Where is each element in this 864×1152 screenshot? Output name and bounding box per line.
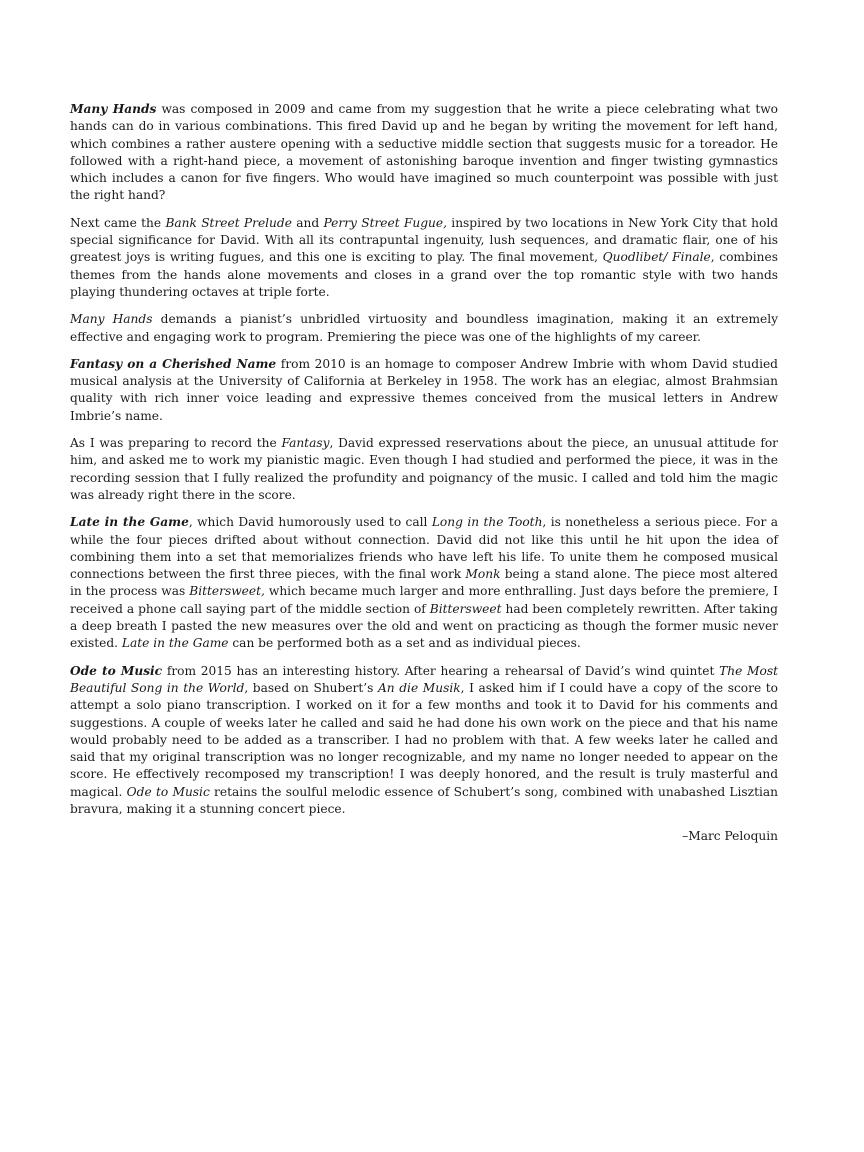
italic-title: Perry Street Fugue,: [323, 215, 447, 230]
paragraph-text: , combines themes from the hands alone movements and closes in a grand over the top romantic style with two hands playing thundering octaves at triple forte.: [70, 250, 778, 299]
work-title: Late in the Game: [70, 515, 189, 530]
paragraph: [70, 101, 778, 205]
paragraph-text: was composed in 2009 and came from my suggestion that he write a piece celebrating what two hands can do in various combinations. This fired David up and he began by writing the movement for left hand, which combines a rather austere opening with a seductive middle section that suggests music for a toreador. He followed with a right-hand piece, a movement of astonishing baroque invention and finger twisting gymnastics which includes a canon for five fingers. Who would have imagined so much counterpoint was possible with just the right hand?: [70, 102, 778, 203]
paragraph-text: being a stand alone. The piece most altered in the process was: [70, 567, 778, 599]
document-body: [70, 101, 778, 846]
paragraph-text: , is nonetheless a serious piece. For a while the four pieces drifted about without connection. David did not like this until he hit upon the idea of combining them into a set that memorializes friends who have left his life. To unite them he composed musical connections between the first three pieces, with the final work: [70, 515, 778, 582]
paragraph-text: As I was preparing to record the: [70, 436, 282, 451]
paragraph-text: , which David humorously used to call: [188, 515, 432, 530]
paragraph-text: demands a pianist’s unbridled virtuosity and boundless imagination, making it an extremely effective and engaging work to program. Premiering the piece was one of the highlights of my career.: [70, 312, 778, 344]
paragraph-text: Next came the: [70, 215, 166, 230]
paragraph: [70, 435, 778, 504]
paragraph: [70, 356, 778, 425]
paragraph-text: can be performed both as a set and as individual pieces.: [228, 636, 581, 651]
paragraph-text: , I asked him if I could have a copy of the score to attempt a solo piano transcription. I worked on it for a few months and took it to David for his comments and suggestions. A couple of weeks later he called and said he had done his own work on the piece and that his name would probably need to be added as a transcriber. I had no problem with that. A few weeks later he called and said that my original transcription was no longer recognizable, and my name no longer needed to appear on the score. He effectively recomposed my transcription! I was deeply honored, and the result is truly masterful and magical.: [70, 680, 778, 799]
work-title: Many Hands: [70, 102, 157, 116]
paragraph-text: from 2010 is an homage to composer Andrew Imbrie with whom David studied musical analysis at the University of California at Berkeley in 1958. The work has an elegiac, almost Brahmsian quality with rich inner voice leading and expressive themes conceived from the musical letters in Andrew Imbrie’s name.: [70, 356, 778, 423]
italic-title: Bittersweet: [429, 601, 502, 616]
italic-title: Late in the Game: [121, 636, 229, 651]
paragraph-text: and: [291, 215, 324, 230]
paragraph: [70, 215, 778, 301]
paragraph-text: , David expressed reservations about the piece, an unusual attitude for him, and asked me to work my pianistic magic. Even though I had studied and performed the piece, it was in the recording session that I fully realized the profundity and poignancy of the music. I called and told him the magic was already right there in the score.: [70, 436, 778, 502]
paragraph-text: had been completely rewritten. After taking a deep breath I pasted the new measures over the old and went on practicing as though the former music never existed.: [70, 601, 778, 651]
paragraph: [70, 514, 778, 652]
italic-title: An die Musik: [378, 680, 461, 695]
italic-title: Ode to Music: [126, 784, 210, 799]
paragraph-text: , based on Shubert’s: [244, 680, 378, 695]
italic-title: Monk: [465, 567, 501, 582]
italic-title: Long in the Tooth: [431, 515, 543, 530]
paragraph-text: retains the soulful melodic essence of Schubert’s song, combined with unabashed Lisztian bravura, making it a stunning concert piece.: [70, 784, 778, 816]
italic-title: Bittersweet,: [189, 584, 265, 599]
paragraph-text: which became much larger and more enthralling. Just days before the premiere, I received a phone call saying part of the middle section of: [70, 584, 778, 616]
work-title: Fantasy on a Cherished Name: [70, 356, 277, 371]
paragraph-text: inspired by two locations in New York City that hold special significance for David. With all its contrapuntal ingenuity, lush sequences, and dramatic flair, one of his greatest joys is writing fugues, and this one is exciting to play. The final movement,: [70, 215, 779, 265]
work-title: Ode to Music: [70, 663, 163, 678]
italic-title: Fantasy: [281, 436, 330, 451]
italic-title: Quodlibet/ Finale: [602, 250, 711, 265]
italic-title: Many Hands: [70, 312, 153, 327]
paragraph: [70, 311, 778, 346]
paragraph-list: [70, 101, 778, 818]
signature: –Marc Peloquin: [682, 829, 778, 844]
paragraph-text: from 2015 has an interesting history. After hearing a rehearsal of David’s wind quintet: [162, 663, 720, 678]
paragraph: [70, 663, 778, 819]
italic-title: The Most Beautiful Song in the World: [70, 663, 778, 695]
italic-title: Bank Street Prelude: [165, 215, 292, 230]
